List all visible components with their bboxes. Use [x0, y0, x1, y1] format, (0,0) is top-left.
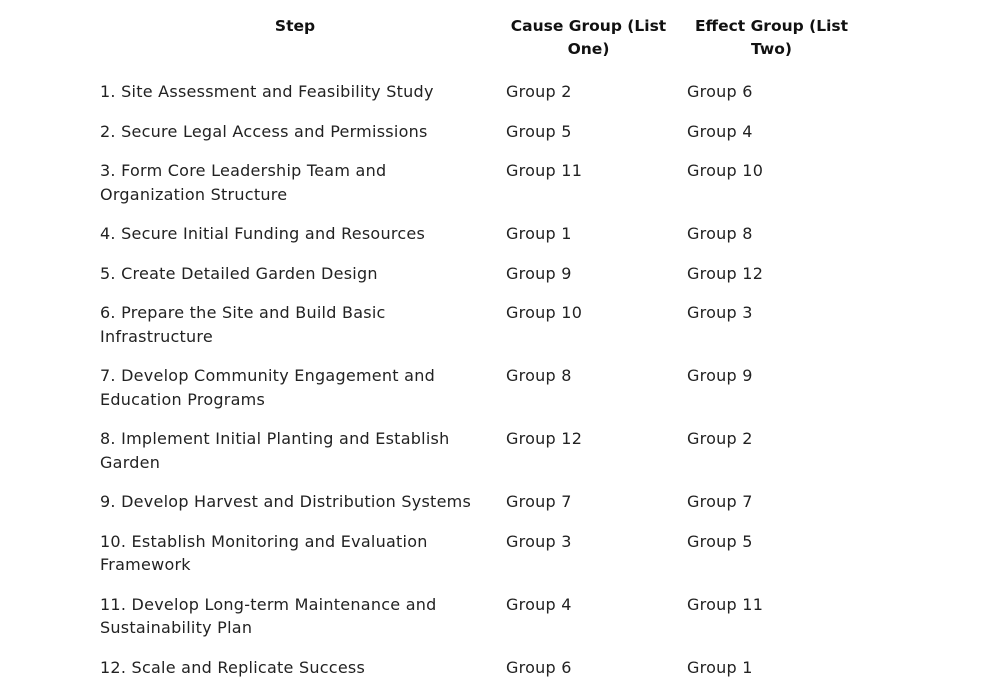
step-cell: 12. Scale and Replicate Success — [100, 657, 366, 677]
step-cell: 4. Secure Initial Funding and Resources — [100, 224, 426, 243]
step-cell: 9. Develop Harvest and Distribution Systems — [100, 492, 472, 511]
step-cell: 7. Develop Community Engagement and Education Programs — [100, 366, 435, 409]
cause-group-cell: Group 10 — [506, 303, 583, 322]
cause-group-cell: Group 4 — [506, 594, 572, 614]
step-cell: 8. Implement Initial Planting and Establish Garden — [100, 429, 450, 472]
effect-group-cell: Group 1 — [687, 657, 753, 677]
effect-group-cell: Group 6 — [687, 82, 753, 101]
cause-group-cell: Group 3 — [506, 531, 572, 551]
effect-group-cell: Group 9 — [687, 366, 753, 385]
table-row — [92, 525, 864, 588]
effect-group-cell: Group 5 — [687, 531, 753, 551]
cause-group-cell: Group 2 — [506, 82, 572, 101]
cause-group-cell: Group 9 — [506, 263, 572, 283]
effect-group-cell: Group 11 — [687, 594, 764, 614]
table-row — [92, 651, 864, 691]
table-row — [92, 68, 864, 115]
step-cell: 2. Secure Legal Access and Permissions — [100, 121, 428, 141]
step-column-header: Step — [274, 17, 316, 35]
step-cell: 6. Prepare the Site and Build Basic Infrastructure — [100, 303, 386, 346]
table-row — [92, 296, 864, 359]
table-header-row — [92, 8, 864, 68]
effect-group-cell: Group 4 — [687, 121, 753, 141]
table-row — [92, 588, 864, 651]
table-row — [92, 422, 864, 485]
step-cell: 10. Establish Monitoring and Evaluation Framework — [100, 531, 428, 574]
step-group-table — [92, 8, 864, 690]
cause-group-column-header: Cause Group (List One) — [510, 17, 667, 58]
table-row — [92, 257, 864, 297]
effect-group-column-header: Effect Group (List Two) — [694, 17, 849, 58]
effect-group-cell: Group 10 — [687, 161, 764, 180]
cause-group-cell: Group 6 — [506, 657, 572, 677]
effect-group-cell: Group 7 — [687, 492, 753, 511]
cause-group-cell: Group 8 — [506, 366, 572, 385]
step-cell: 11. Develop Long-term Maintenance and Sustainability Plan — [100, 594, 437, 637]
cause-group-cell: Group 7 — [506, 492, 572, 511]
table-row — [92, 217, 864, 257]
effect-group-cell: Group 3 — [687, 303, 753, 322]
table-row — [92, 485, 864, 525]
cause-group-cell: Group 11 — [506, 161, 583, 180]
cause-group-cell: Group 12 — [506, 429, 583, 448]
step-cell: 3. Form Core Leadership Team and Organization Structure — [100, 161, 387, 204]
effect-group-cell: Group 2 — [687, 429, 753, 448]
table-row — [92, 359, 864, 422]
effect-group-cell: Group 12 — [687, 263, 764, 283]
cause-group-cell: Group 5 — [506, 121, 572, 141]
table-row — [92, 154, 864, 217]
step-cell: 1. Site Assessment and Feasibility Study — [100, 82, 434, 101]
table-row — [92, 115, 864, 155]
step-cell: 5. Create Detailed Garden Design — [100, 263, 378, 283]
effect-group-cell: Group 8 — [687, 224, 753, 243]
cause-group-cell: Group 1 — [506, 224, 572, 243]
